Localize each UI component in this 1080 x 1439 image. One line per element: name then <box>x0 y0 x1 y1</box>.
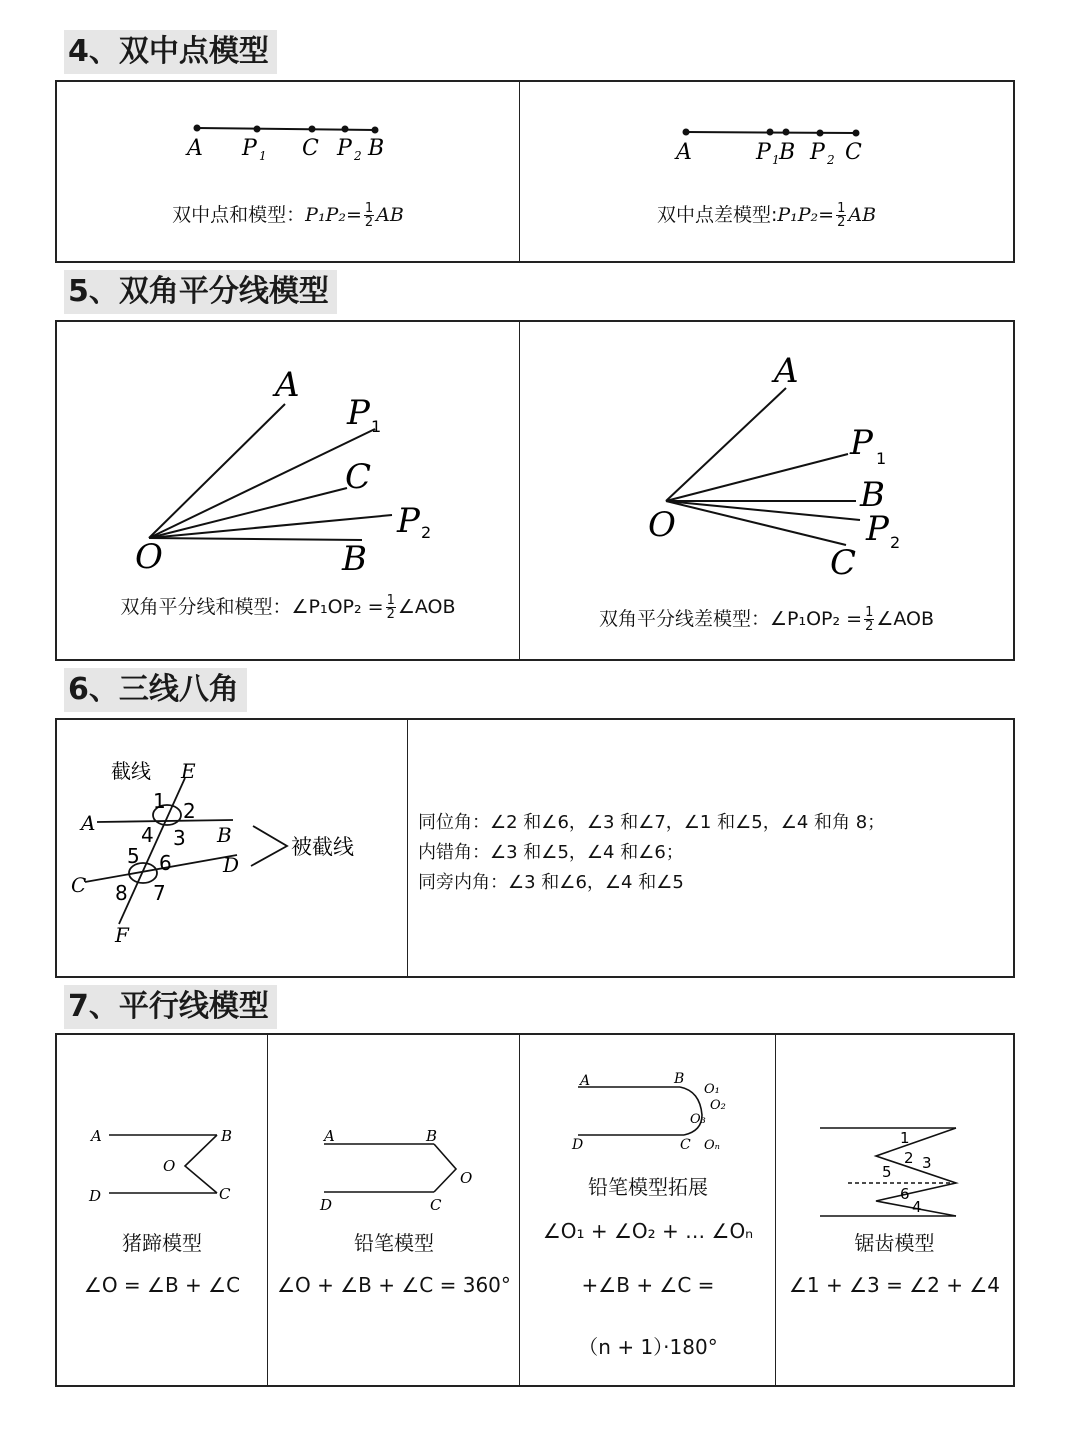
label-P: P <box>810 140 825 165</box>
section-title-6: 6、三线八角 <box>64 668 247 712</box>
pencil-figure <box>268 1035 520 1387</box>
hoof-model-name: 猪蹄模型 <box>122 1231 202 1255</box>
formula-lhs: P₁P₂= <box>777 204 835 226</box>
label-1: 1 <box>900 1129 910 1147</box>
fraction <box>836 202 846 229</box>
sawtooth-model-cell <box>775 1035 1013 1385</box>
label-C: C <box>830 543 857 583</box>
formula-lhs: ∠P₁OP₂ = <box>291 596 384 618</box>
caption-sum <box>57 200 519 229</box>
label-C: C <box>430 1196 442 1214</box>
label-C: C <box>219 1185 231 1203</box>
caption-sum <box>57 592 519 621</box>
label-P: P <box>866 509 889 549</box>
label-2: 2 <box>904 1149 914 1167</box>
label-D: D <box>572 1137 584 1153</box>
double-bisector-diff-cell <box>519 322 1013 659</box>
label-A: A <box>324 1127 335 1145</box>
caption-diff <box>520 200 1013 229</box>
frac-num: 1 <box>364 201 374 216</box>
label-O1: O₁ <box>704 1082 720 1097</box>
section-title-7: 7、平行线模型 <box>64 985 277 1029</box>
label-3: 3 <box>173 826 186 850</box>
formula-lhs: ∠P₁OP₂ = <box>769 608 863 630</box>
label-7: 7 <box>153 881 166 905</box>
label-A: A <box>676 140 692 165</box>
frac-num: 1 <box>865 605 874 620</box>
hoof-figure <box>57 1035 267 1387</box>
label-B: B <box>779 140 796 165</box>
pencil-model-formula: ∠O + ∠B + ∠C = 360° <box>277 1273 511 1297</box>
label-B: B <box>674 1071 685 1087</box>
label-A: A <box>187 136 203 161</box>
label-A: A <box>81 811 96 835</box>
label-1: 1 <box>153 789 166 813</box>
segment-figure-sum <box>57 82 519 262</box>
frac-den: 2 <box>386 607 395 622</box>
transversal-figure-cell <box>57 720 407 976</box>
label-sub: 2 <box>354 149 362 163</box>
label-On: Oₙ <box>704 1138 720 1153</box>
label-D: D <box>223 853 240 877</box>
segment-figure-diff <box>520 82 1016 262</box>
caption-text: 双中点差模型: <box>656 204 778 226</box>
label-sub: 1 <box>772 153 780 167</box>
label-6: 6 <box>900 1185 910 1203</box>
frac-den: 2 <box>837 215 846 230</box>
angle-definitions <box>418 808 885 898</box>
pencil-extension-formula-2: +∠B + ∠C = <box>581 1273 715 1297</box>
label-F: F <box>115 923 129 947</box>
label-P: P <box>397 501 420 541</box>
fraction <box>864 606 874 633</box>
frac-den: 2 <box>865 619 874 634</box>
label-O: O <box>648 505 676 545</box>
label-4: 4 <box>912 1198 922 1216</box>
transversal-figure <box>57 720 407 978</box>
label-cut-lines: 被截线 <box>291 835 354 859</box>
label-C: C <box>345 457 372 497</box>
sawtooth-model-formula: ∠1 + ∠3 = ∠2 + ∠4 <box>788 1273 1001 1297</box>
label-sub: 2 <box>421 523 432 542</box>
label-O: O <box>135 537 163 577</box>
sawtooth-model-name: 锯齿模型 <box>854 1231 935 1255</box>
parallel-models-box <box>55 1033 1015 1387</box>
fraction <box>364 202 374 229</box>
label-8: 8 <box>115 881 128 905</box>
pencil-model-cell <box>267 1035 520 1385</box>
label-6: 6 <box>159 851 172 875</box>
label-A: A <box>275 365 300 405</box>
label-B: B <box>342 539 367 579</box>
formula-rhs: ∠AOB <box>397 596 456 618</box>
label-transversal: 截线 <box>111 759 151 783</box>
label-sub: 1 <box>876 449 887 468</box>
label-C: C <box>845 140 862 165</box>
pencil-extension-name: 铅笔模型拓展 <box>588 1175 708 1199</box>
pencil-extension-formula-3: （n + 1）·180° <box>578 1335 718 1359</box>
hoof-model-formula: ∠O = ∠B + ∠C <box>83 1273 241 1297</box>
section-title-5: 5、双角平分线模型 <box>64 270 337 314</box>
label-sub: 2 <box>890 533 901 552</box>
label-O2: O₂ <box>710 1098 726 1113</box>
pencil-extension-cell <box>519 1035 776 1385</box>
fraction <box>386 594 396 621</box>
caption-diff <box>520 604 1013 633</box>
label-P: P <box>337 136 352 161</box>
label-P: P <box>850 423 873 463</box>
caption-text: 双角平分线和模型： <box>120 596 292 618</box>
formula-rhs: ∠AOB <box>876 608 935 630</box>
double-midpoint-diff-cell <box>519 82 1013 261</box>
label-O3: O₃ <box>690 1112 706 1127</box>
label-4: 4 <box>141 823 154 847</box>
pencil-model-name: 铅笔模型 <box>354 1231 434 1255</box>
alternate-interior-angles: 内错角：∠3 和∠5，∠4 和∠6； <box>418 842 684 863</box>
label-A: A <box>774 351 799 391</box>
double-midpoint-box <box>55 80 1015 263</box>
hoof-model-cell <box>57 1035 267 1385</box>
label-C: C <box>302 136 319 161</box>
double-bisector-box <box>55 320 1015 661</box>
label-B: B <box>221 1127 233 1145</box>
label-P: P <box>347 393 370 433</box>
section-title-4: 4、双中点模型 <box>64 30 277 74</box>
label-P: P <box>242 136 257 161</box>
caption-text: 双中点和模型： <box>172 204 306 226</box>
label-C: C <box>71 873 87 897</box>
label-2: 2 <box>183 799 196 823</box>
corresponding-angles: 同位角：∠2 和∠6，∠3 和∠7，∠1 和∠5，∠4 和角 8； <box>418 812 886 833</box>
label-O: O <box>163 1157 176 1175</box>
label-5: 5 <box>127 844 140 868</box>
label-B: B <box>368 136 385 161</box>
double-midpoint-sum-cell <box>57 82 519 261</box>
label-D: D <box>89 1187 102 1205</box>
sawtooth-figure <box>776 1035 1014 1387</box>
label-B: B <box>860 475 885 515</box>
label-A: A <box>580 1073 591 1089</box>
formula-rhs: AB <box>848 204 877 226</box>
label-sub: 2 <box>827 153 835 167</box>
caption-text: 双角平分线差模型： <box>598 608 770 630</box>
label-D: D <box>320 1196 333 1214</box>
label-C: C <box>680 1137 691 1153</box>
label-A: A <box>91 1127 102 1145</box>
label-O: O <box>460 1169 473 1187</box>
formula-lhs: P₁P₂= <box>305 204 362 226</box>
label-5: 5 <box>882 1163 892 1181</box>
co-interior-angles: 同旁内角：∠3 和∠6，∠4 和∠5 <box>418 872 684 893</box>
frac-den: 2 <box>364 215 374 230</box>
pencil-extension-formula-1: ∠O₁ + ∠O₂ + … ∠Oₙ <box>542 1219 754 1243</box>
label-B: B <box>217 823 232 847</box>
label-sub: 1 <box>371 417 382 436</box>
formula-rhs: AB <box>376 204 404 226</box>
label-E: E <box>181 759 196 783</box>
label-B: B <box>426 1127 438 1145</box>
double-bisector-sum-cell <box>57 322 519 659</box>
frac-num: 1 <box>386 593 395 608</box>
label-3: 3 <box>922 1154 932 1172</box>
frac-num: 1 <box>837 201 846 216</box>
label-sub: 1 <box>259 149 267 163</box>
label-P: P <box>756 140 771 165</box>
